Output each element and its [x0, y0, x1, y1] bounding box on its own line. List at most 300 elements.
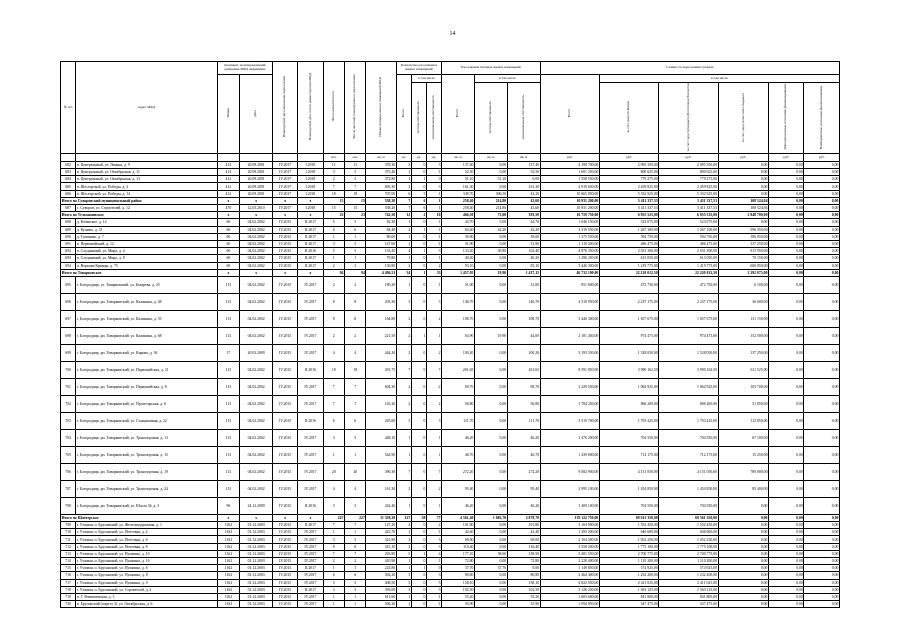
table-cell: 706: [61, 463, 76, 480]
table-cell: 3: [427, 536, 442, 543]
table-cell: 800 625,00: [659, 169, 718, 176]
table-cell: 146,70: [507, 293, 540, 310]
table-cell: 2: [396, 522, 411, 529]
table-cell: 375,40: [366, 169, 396, 176]
table-cell: 702: [61, 395, 76, 412]
table-cell: 1162: [217, 593, 240, 600]
table-cell: 1: [344, 601, 365, 608]
table-cell: IV.2015: [273, 240, 298, 247]
table-cell: 01.12.2003: [240, 565, 273, 572]
table-cell: 0,00: [474, 161, 507, 168]
table-cell: 0,00: [769, 586, 804, 593]
table-cell: 594 750,00: [659, 233, 718, 240]
table-cell: 7: [323, 522, 344, 529]
table-cell: 1 601 250,00: [540, 169, 599, 176]
table-cell: 4: [344, 344, 365, 361]
table-cell: 2: [427, 344, 442, 361]
table-cell: 113: [217, 361, 240, 378]
table-cell: 0,00: [804, 522, 840, 529]
table-cell: 04.02.2002: [240, 378, 273, 395]
table-cell: 214,80: [474, 205, 507, 212]
table-cell: 139 122 750,00: [540, 514, 599, 521]
table-row: [61, 205, 840, 212]
table-cell: IV.2015: [273, 327, 298, 344]
table-cell: IV.2015: [273, 219, 298, 226]
table-cell: 715: [61, 565, 76, 572]
table-cell: 2: [427, 378, 442, 395]
table-cell: 01.12.2003: [240, 543, 273, 550]
unit-cell: [240, 153, 273, 161]
table-cell: 56,80: [442, 395, 475, 412]
unit-cell: ед.: [396, 153, 411, 161]
table-cell: 245,60: [366, 412, 396, 429]
table-cell: 2: [344, 176, 365, 183]
table-cell: 0,00: [769, 579, 804, 586]
table-cell: 0,00: [804, 536, 840, 543]
table-cell: 04.02.2002: [240, 395, 273, 412]
table-cell: 0,00: [804, 480, 840, 497]
table-cell: II.2017: [298, 240, 323, 247]
table-cell: 203,80: [366, 550, 396, 557]
table-cell: 3: [427, 183, 442, 190]
table-cell: 611,60: [366, 593, 396, 600]
table-cell: 0,00: [474, 276, 507, 293]
unit-cell: руб.: [769, 153, 804, 161]
table-cell: 486 475,00: [659, 240, 718, 247]
table-cell: 1: [323, 446, 344, 463]
table-cell: 2 459 825,00: [659, 183, 718, 190]
table-cell: 506,20: [366, 601, 396, 608]
table-cell: 0,00: [474, 593, 507, 600]
table-cell: II.2017: [298, 233, 323, 240]
table-cell: 69,00: [507, 536, 540, 543]
table-cell: 684: [61, 176, 76, 183]
table-cell: 82,30: [366, 219, 396, 226]
table-cell: 17: [217, 344, 240, 361]
table-cell: 0,00: [804, 248, 840, 255]
table-cell: IV.2015: [273, 378, 298, 395]
table-cell: 0,00: [718, 514, 768, 521]
table-cell: 2: [323, 276, 344, 293]
table-cell: 23: [323, 212, 344, 219]
table-cell: 3: [344, 169, 365, 176]
table-cell: 31,90: [507, 240, 540, 247]
table-cell: 116,40: [442, 543, 475, 550]
table-cell: 710: [61, 529, 76, 536]
table-cell: 412: [217, 176, 240, 183]
col-area-private: частная собственность: [474, 83, 507, 154]
table-cell: 60: [217, 219, 240, 226]
unit-cell: руб.: [804, 153, 840, 161]
table-cell: 0,00: [474, 529, 507, 536]
table-cell: 0,00: [804, 514, 840, 521]
table-cell: x: [298, 269, 323, 276]
table-cell: 46 732 100,00: [540, 269, 599, 276]
table-row: [61, 161, 840, 168]
table-cell: 1 454 850,00: [659, 480, 718, 497]
table-cell: 10 665 850,00: [540, 190, 599, 197]
table-cell: 410,90: [366, 558, 396, 565]
unit-cell: руб.: [718, 153, 768, 161]
table-cell: 779 275,00: [599, 176, 658, 183]
table-cell: 1 232 200,00: [659, 572, 718, 579]
table-cell: 0,00: [474, 310, 507, 327]
table-cell: 2: [396, 262, 411, 269]
table-cell: 227: [344, 514, 365, 521]
address-cell: п. Центральный, ул. Октябрьская, д. 13: [76, 176, 217, 183]
table-cell: 1: [396, 593, 411, 600]
table-cell: 3: [344, 240, 365, 247]
table-cell: 712 175,00: [659, 446, 718, 463]
unit-cell: ед.: [427, 153, 442, 161]
table-cell: 0,00: [718, 586, 768, 593]
table-cell: 4 822 050,00: [540, 579, 599, 586]
table-cell: 34: [396, 269, 411, 276]
table-cell: 60: [217, 240, 240, 247]
table-cell: 0,00: [474, 255, 507, 262]
table-cell: 472 750,00: [599, 276, 658, 293]
address-cell: д. Туманово, д. 7: [76, 233, 217, 240]
table-cell: 432,40: [366, 497, 396, 514]
table-cell: 103 700,00: [718, 378, 768, 395]
table-cell: 0,00: [769, 233, 804, 240]
table-cell: 1 052 250,00: [659, 536, 718, 543]
table-cell: 1: [323, 255, 344, 262]
table-cell: x: [273, 269, 298, 276]
table-cell: 04.02.2002: [240, 412, 273, 429]
table-cell: 6 955 525,00: [659, 212, 718, 219]
table-cell: 974 475,00: [659, 327, 718, 344]
table-cell: 3 319 550,00: [540, 226, 599, 233]
table-cell: 2: [323, 262, 344, 269]
table-cell: 4 561,40: [442, 514, 475, 521]
table-cell: 3: [427, 572, 442, 579]
table-cell: 1162: [217, 601, 240, 608]
table-cell: 687: [61, 205, 76, 212]
table-cell: 38,60: [474, 550, 507, 557]
table-cell: 412: [217, 183, 240, 190]
table-cell: 0,00: [804, 197, 840, 204]
table-cell: 51 850,00: [718, 395, 768, 412]
table-cell: 3 550 200,00: [540, 543, 599, 550]
table-cell: II.2017: [298, 219, 323, 226]
table-cell: 69,70: [442, 378, 475, 395]
table-cell: IV.2017: [298, 344, 323, 361]
table-cell: 1: [323, 601, 344, 608]
address-cell: г. Узловая, п. Брусянский, ул. Пушкина, д. 16: [76, 558, 217, 565]
table-cell: 2 104 500,00: [540, 536, 599, 543]
table-cell: 0,00: [804, 497, 840, 514]
table-cell: 1 703 425,00: [599, 412, 658, 429]
table-cell: 46,20: [507, 497, 540, 514]
table-cell: 6: [411, 205, 426, 212]
table-cell: 3 990 162,50: [659, 361, 718, 378]
col-total-area: Общая площадь жилых помещений МКД: [366, 62, 396, 154]
table-cell: IV.2015: [273, 497, 298, 514]
table-cell: 94: [323, 269, 344, 276]
table-cell: 0,00: [804, 161, 840, 168]
table-cell: 704 550,00: [659, 429, 718, 446]
table-cell: 0,00: [474, 344, 507, 361]
table-cell: 69 561 350,00: [599, 514, 658, 521]
table-cell: IV.2017: [298, 378, 323, 395]
table-cell: 693: [61, 255, 76, 262]
table-cell: 0: [411, 522, 426, 529]
table-cell: 412: [217, 190, 240, 197]
table-cell: 01.12.2003: [240, 522, 273, 529]
table-cell: 0,00: [474, 572, 507, 579]
table-cell: 79,80: [366, 255, 396, 262]
table-cell: 15 250,00: [718, 446, 768, 463]
table-cell: 113: [217, 327, 240, 344]
table-cell: 4 151 050,00: [599, 463, 658, 480]
table-cell: 694: [61, 262, 76, 269]
table-cell: 2 095 350,00: [599, 161, 658, 168]
table-cell: 1: [411, 269, 426, 276]
table-cell: IV.2015: [273, 344, 298, 361]
table-cell: 8: [323, 543, 344, 550]
table-cell: 0,00: [718, 579, 768, 586]
table-cell: II.2017: [298, 255, 323, 262]
table-cell: IV.2017: [273, 161, 298, 168]
table-cell: IV.2017: [273, 183, 298, 190]
table-cell: 0,00: [804, 262, 840, 269]
table-cell: 0,00: [769, 601, 804, 608]
table-cell: 101,80: [442, 522, 475, 529]
table-cell: 113: [217, 463, 240, 480]
address-cell: г. Узловая, п. Брусянский, ул. Пушкина, д. 9: [76, 579, 217, 586]
unit-cell: [273, 153, 298, 161]
table-cell: 0: [427, 565, 442, 572]
table-cell: IV.2015: [273, 593, 298, 600]
table-cell: 3: [323, 586, 344, 593]
table-cell: I.2018: [298, 161, 323, 168]
table-cell: 2 411 025,00: [599, 579, 658, 586]
table-cell: 60: [217, 233, 240, 240]
table-cell: 111,70: [442, 412, 475, 429]
table-cell: 0,00: [718, 529, 768, 536]
table-cell: 100,20: [507, 344, 540, 361]
table-cell: 3: [323, 240, 344, 247]
address-cell: г. Богородицк, рп. Товарковский, ул. Пролетарская, д. 6: [76, 395, 217, 412]
table-cell: 72,80: [442, 558, 475, 565]
address-cell: д. Кочевское, д. 14: [76, 219, 217, 226]
table-cell: 20: [344, 463, 365, 480]
table-cell: 44,70: [507, 219, 540, 226]
table-cell: 42,40: [442, 529, 475, 536]
table-cell: IV.2017: [273, 190, 298, 197]
table-cell: 2: [344, 558, 365, 565]
table-row: [61, 310, 840, 327]
table-cell: II.2016: [298, 248, 323, 255]
table-cell: 44,00: [507, 327, 540, 344]
table-cell: 1: [396, 446, 411, 463]
table-cell: 444,20: [366, 344, 396, 361]
table-cell: 0: [411, 361, 426, 378]
table-cell: 0,00: [474, 378, 507, 395]
table-cell: IV.2017: [298, 601, 323, 608]
table-row: [61, 550, 840, 557]
table-cell: II.2017: [298, 586, 323, 593]
table-cell: 5 332 925,00: [659, 190, 718, 197]
table-cell: 523 075,00: [599, 219, 658, 226]
table-cell: 133,20: [442, 248, 475, 255]
table-cell: 1: [427, 255, 442, 262]
table-cell: 221,50: [366, 327, 396, 344]
table-cell: 0: [411, 558, 426, 565]
table-cell: IV.2017: [298, 529, 323, 536]
table-cell: 2 464 400,00: [540, 572, 599, 579]
address-cell: п. Соединений, ул. Мира, д. 8: [76, 255, 217, 262]
table-cell: 6: [323, 226, 344, 233]
table-cell: 0: [411, 593, 426, 600]
table-cell: 301,75: [366, 361, 396, 378]
table-cell: 0,00: [474, 543, 507, 550]
table-cell: 96: [217, 497, 240, 514]
table-cell: 3: [396, 536, 411, 543]
table-cell: 696: [61, 293, 76, 310]
table-cell: 40,20: [507, 255, 540, 262]
table-cell: 1 232 200,00: [599, 572, 658, 579]
table-cell: 24.12.2009: [240, 497, 273, 514]
table-cell: 0,00: [474, 446, 507, 463]
table-cell: 0,00: [474, 497, 507, 514]
table-cell: IV.2015: [273, 536, 298, 543]
table-cell: IV.2015: [273, 310, 298, 327]
table-cell: 0: [411, 219, 426, 226]
table-cell: 1 775 100,00: [599, 543, 658, 550]
table-cell: IV.2017: [298, 480, 323, 497]
table-cell: 5: [427, 579, 442, 586]
unit-cell: кв. м: [507, 153, 540, 161]
table-cell: 951 600,00: [540, 276, 599, 293]
table-cell: 1: [344, 529, 365, 536]
table-cell: 42,20: [507, 226, 540, 233]
table-cell: 0,00: [718, 190, 768, 197]
table-cell: 0,00: [769, 593, 804, 600]
col-group-cost: Стоимость переселения граждан: [540, 62, 839, 75]
table-cell: 108 524,94: [718, 197, 768, 204]
address-cell: г. Богородицк, рп. Товарковский, ул. Транспортная, д. 19: [76, 463, 217, 480]
table-cell: IV.2015: [273, 429, 298, 446]
table-cell: 1: [427, 240, 442, 247]
table-cell: 0: [411, 169, 426, 176]
table-cell: 3 990 162,50: [599, 361, 658, 378]
table-cell: x: [217, 514, 240, 521]
table-cell: 138,50: [507, 550, 540, 557]
table-cell: 3: [396, 183, 411, 190]
table-cell: 23: [344, 212, 365, 219]
subtotal-row: [61, 269, 840, 276]
table-cell: 466,50: [442, 212, 475, 219]
table-cell: 542,90: [366, 446, 396, 463]
table-cell: 1: [411, 327, 426, 344]
table-cell: IV.2015: [273, 293, 298, 310]
table-cell: 594 750,00: [599, 233, 658, 240]
table-cell: 1: [427, 327, 442, 344]
address-cell: г. Узловая, п. Брусянский, ул. Почтовая, д. 4: [76, 529, 217, 536]
table-cell: 131 150,00: [718, 310, 768, 327]
table-cell: 7: [396, 197, 411, 204]
table-row: [61, 248, 840, 255]
table-row: [61, 276, 840, 293]
table-cell: 2: [344, 327, 365, 344]
table-cell: 111,70: [507, 412, 540, 429]
table-cell: IV.2015: [273, 412, 298, 429]
table-cell: 2 459 825,00: [599, 183, 658, 190]
table-cell: 697: [61, 310, 76, 327]
table-cell: 2: [427, 262, 442, 269]
table-cell: 46,20: [442, 497, 475, 514]
table-cell: 7: [427, 361, 442, 378]
table-cell: 137 250,00: [718, 344, 768, 361]
table-cell: 44,70: [442, 219, 475, 226]
table-cell: IV.2015: [273, 586, 298, 593]
table-cell: 695,30: [366, 183, 396, 190]
table-cell: IV.2017: [298, 463, 323, 480]
table-cell: 177,10: [442, 550, 475, 557]
table-cell: 01.12.2003: [240, 558, 273, 565]
table-cell: 0,00: [804, 463, 840, 480]
table-cell: 2: [396, 480, 411, 497]
table-cell: 18: [344, 361, 365, 378]
table-cell: 1 267 100,00: [659, 226, 718, 233]
table-cell: 0,00: [769, 255, 804, 262]
table-cell: 7: [344, 378, 365, 395]
table-cell: 646 600,00: [659, 529, 718, 536]
table-cell: 6: [344, 412, 365, 429]
table-cell: 3: [427, 293, 442, 310]
table-cell: 699: [61, 344, 76, 361]
table-cell: 704: [61, 429, 76, 446]
table-cell: 20: [323, 463, 344, 480]
table-cell: 698: [61, 327, 76, 344]
table-row: [61, 565, 840, 572]
table-cell: 1: [396, 169, 411, 176]
table-cell: 0,00: [769, 269, 804, 276]
table-cell: 646 600,00: [599, 529, 658, 536]
table-cell: 7: [427, 463, 442, 480]
table-cell: IV.2017: [298, 310, 323, 327]
table-cell: 3: [427, 248, 442, 255]
table-cell: 718: [61, 586, 76, 593]
table-cell: 688: [61, 219, 76, 226]
table-cell: 0,00: [769, 293, 804, 310]
table-cell: 70 150,00: [718, 255, 768, 262]
table-cell: 0,00: [804, 429, 840, 446]
table-cell: II.2017: [298, 522, 323, 529]
table-cell: 0,00: [769, 565, 804, 572]
table-cell: IV.2017: [298, 550, 323, 557]
table-cell: 2 031 300,00: [659, 248, 718, 255]
unit-cell: [76, 153, 217, 161]
table-row: [61, 183, 840, 190]
table-cell: 2: [344, 262, 365, 269]
table-cell: 713: [61, 550, 76, 557]
table-cell: 35,90: [507, 601, 540, 608]
table-row: [61, 446, 840, 463]
table-cell: 1: [344, 255, 365, 262]
unit-cell: руб.: [599, 153, 658, 161]
table-cell: 94: [344, 269, 365, 276]
table-cell: 1: [411, 565, 426, 572]
table-cell: 1 476 200,00: [540, 429, 599, 446]
table-cell: IV.2015: [273, 226, 298, 233]
table-cell: 2 411 025,00: [659, 579, 718, 586]
table-row: [61, 480, 840, 497]
address-cell: г. Богородицк, рп. Товарковский, ул. Первомайская, д. 21: [76, 361, 217, 378]
table-cell: 0,00: [804, 412, 840, 429]
